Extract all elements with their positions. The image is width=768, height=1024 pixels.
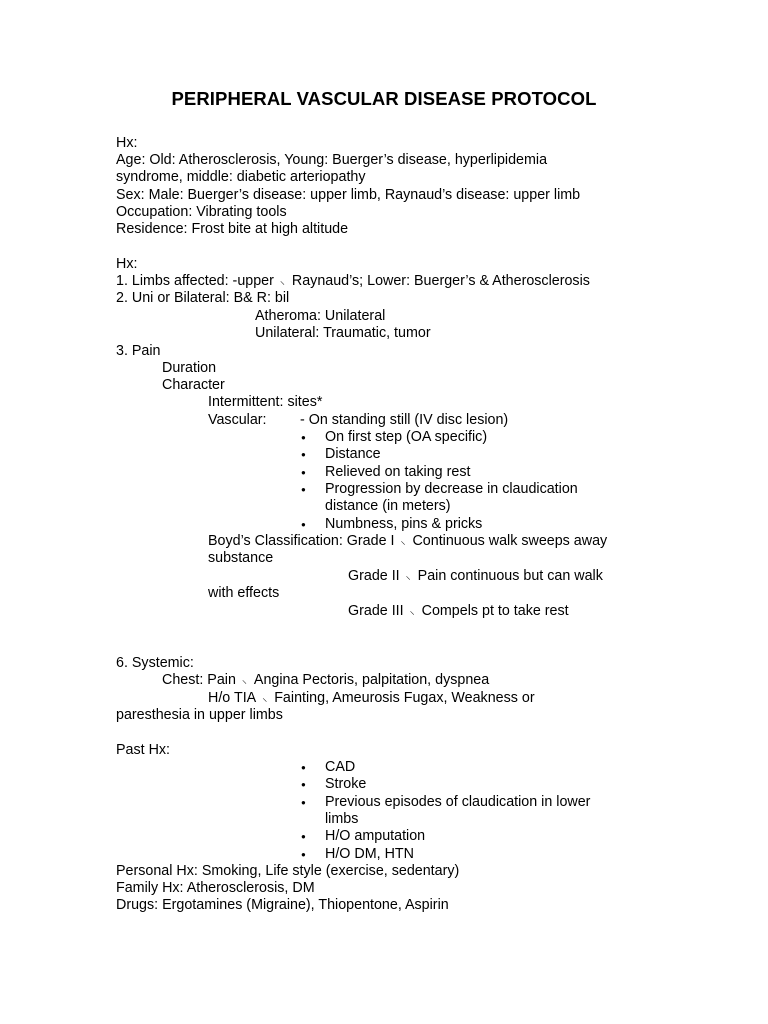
grade3-label: Grade III [348,603,404,619]
unilateral-line: Unilateral: Traumatic, tumor [255,325,431,341]
list-item: ● Distance [325,446,381,463]
uni-bilateral-line: 2. Uni or Bilateral: B& R: bil [116,290,290,306]
sex-line: Sex: Male: Buerger’s disease: upper limb, Raynaud’s disease: upper limb [116,187,581,203]
list-item: ● Relieved on taking rest [325,464,470,481]
residence-line: Residence: Frost bite at high altitude [116,221,349,237]
intermittent-line: Intermittent: sites* [208,394,323,410]
list-item: ● On first step (OA specific) [325,429,487,446]
arrow-icon: ⸜ [409,606,415,617]
list-item: ● H/O amputation [325,828,425,845]
page-title: PERIPHERAL VASCULAR DISEASE PROTOCOL [171,88,597,109]
grade3-line [348,603,569,620]
drugs-line: Drugs: Ergotamines (Migraine), Thiopentone, Aspirin [116,897,449,913]
limbs-affected-value: Raynaud’s; Lower: Buerger’s & Atherosclerosis [291,273,590,289]
character-line: Character [162,377,225,393]
list-item: ● H/O DM, HTN [325,846,414,863]
arrow-icon: ⸜ [279,276,285,287]
chest-label: Chest: Pain [162,672,236,688]
past-hx-heading: Past Hx: [116,742,171,758]
tia-cont: paresthesia in upper limbs [116,707,283,723]
list-item-cont: distance (in meters) [325,498,451,514]
grade3-value: Compels pt to take rest [421,603,569,619]
limbs-affected-label: 1. Limbs affected: -upper [116,273,274,289]
vascular-label: Vascular: [208,412,267,428]
age-line: Age: Old: Atherosclerosis, Young: Buerger’s disease, hyperlipidemia [116,152,548,168]
boyd-label: Boyd’s Classification: Grade I [208,533,395,549]
list-item: ● CAD [325,759,355,776]
atheroma-line: Atheroma: Unilateral [255,308,386,324]
list-item: ● Numbness, pins & pricks [325,516,482,533]
list-item: ● Progression by decrease in claudication [325,481,578,498]
duration-line: Duration [162,360,217,376]
tia-line [208,690,535,707]
family-hx-line: Family Hx: Atherosclerosis, DM [116,880,315,896]
arrow-icon: ⸜ [262,693,268,704]
tia-value: Fainting, Ameurosis Fugax, Weakness or [274,690,535,706]
personal-hx-line: Personal Hx: Smoking, Life style (exercise, sedentary) [116,863,460,879]
limbs-affected-line [116,273,590,290]
boyd-grade1: Continuous walk sweeps away [412,533,608,549]
occupation-line: Occupation: Vibrating tools [116,204,287,220]
list-item: ● Previous episodes of claudication in lower [325,794,590,811]
grade2-label: Grade II [348,568,400,584]
boyd-classification-line [208,533,607,550]
arrow-icon: ⸜ [241,675,247,686]
systemic-heading: 6. Systemic: [116,655,194,671]
hx-heading-2: Hx: [116,256,138,272]
arrow-icon: ⸜ [405,571,411,582]
tia-label: H/o TIA [208,690,257,706]
vascular-value: - On standing still (IV disc lesion) [300,412,509,428]
arrow-icon: ⸜ [400,536,406,547]
age-line-cont: syndrome, middle: diabetic arteriopathy [116,169,366,185]
chest-line [162,672,489,689]
list-item-cont: limbs [325,811,359,827]
boyd-cont: substance [208,550,274,566]
grade2-cont: with effects [208,585,280,601]
grade2-line [348,568,603,585]
hx-heading: Hx: [116,135,138,151]
list-item: ● Stroke [325,776,366,793]
pain-heading: 3. Pain [116,343,161,359]
grade2-value: Pain continuous but can walk [417,568,603,584]
chest-value: Angina Pectoris, palpitation, dyspnea [253,672,490,688]
